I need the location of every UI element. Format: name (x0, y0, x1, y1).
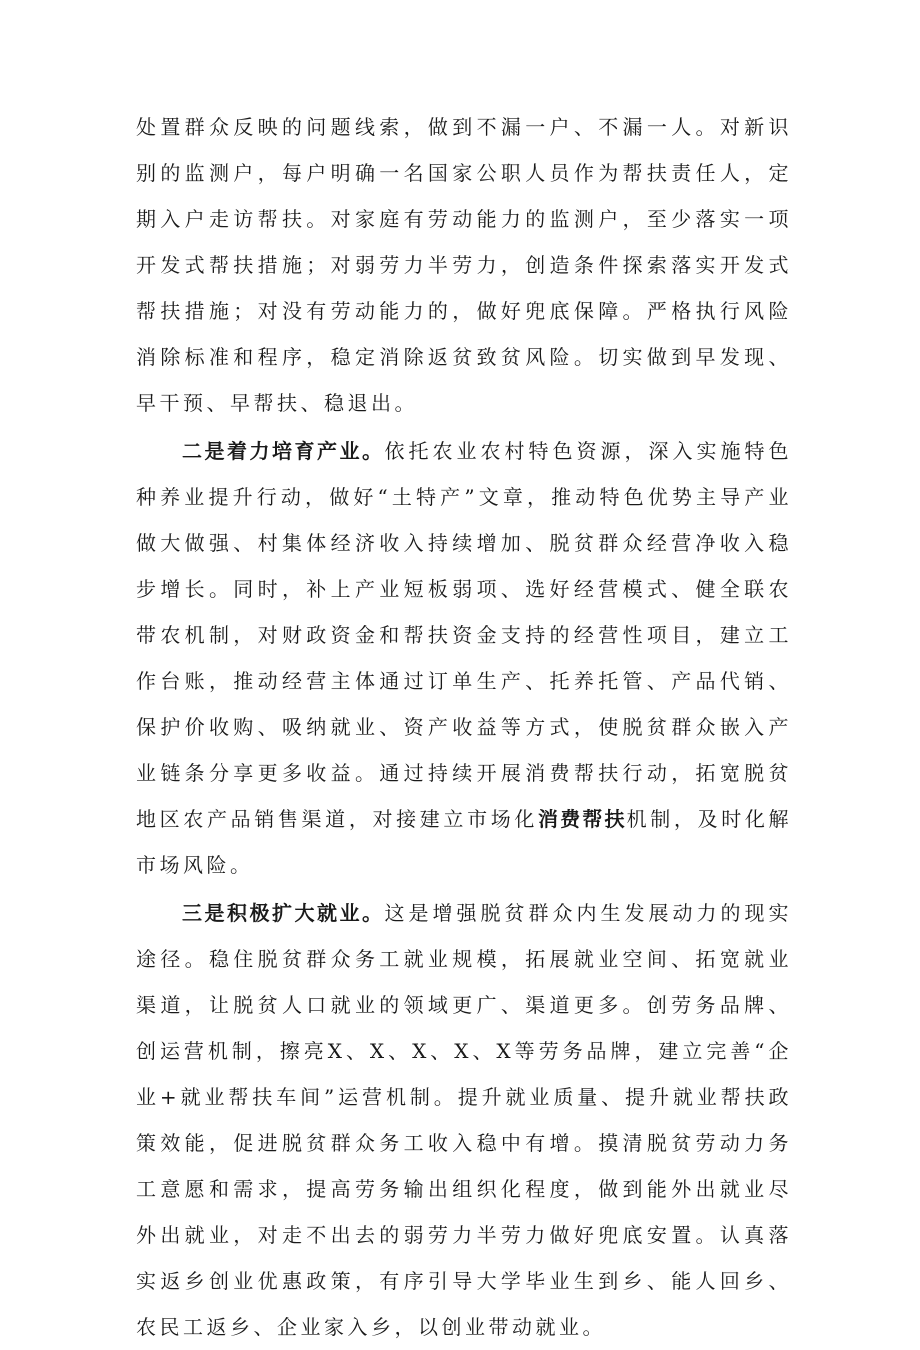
paragraph-risk-monitoring (136, 104, 792, 426)
paragraph-industry (136, 428, 792, 888)
paragraph-text: 依托农业农村特色资源，深入实施特色种养业提升行动，做好“土特产”文章，推动特色优势主导产业做大做强、村集体经济收入持续增加、脱贫群众经营净收入稳步增长。同时，补上产业短板弱项、选好经营模式、健全联农带农机制，对财政资金和帮扶资金支持的经营性项目，建立工作台账，推动经营主体通过订单生产、托养托管、产品代销、保护价收购、吸纳就业、资产收益等方式，使脱贫群众嵌入产业链条分享更多收益。通过持续开展消费帮扶行动，拓宽脱贫地区农产品销售渠道，对接建立市场化 (136, 439, 792, 831)
paragraph-text: 处置群众反映的问题线索，做到不漏一户、不漏一人。对新识别的监测户，每户明确一名国家公职人员作为帮扶责任人，定期入户走访帮扶。对家庭有劳动能力的监测户，至少落实一项开发式帮扶措施；对弱劳力半劳力，创造条件探索落实开发式帮扶措施；对没有劳动能力的，做好兜底保障。严格执行风险消除标准和程序，稳定消除返贫致贫风险。切实做到早发现、早干预、早帮扶、稳退出。 (136, 115, 792, 415)
paragraph-lead-heading: 二是着力培育产业。 (182, 439, 385, 463)
paragraph-employment (136, 890, 792, 1350)
document-body (136, 104, 792, 1350)
paragraph-text-end: 机制，及时化解市场风险。 (136, 807, 793, 877)
paragraph-text: 这是增强脱贫群众内生发展动力的现实途径。稳住脱贫群众务工就业规模，拓展就业空间、拓宽就业渠道，让脱贫人口就业的领域更广、渠道更多。创劳务品牌、创运营机制，擦亮X、X、X、X、X等劳务品牌，建立完善“企业+就业帮扶车间”运营机制。提升就业质量、提升就业帮扶政策效能，促进脱贫群众务工收入稳中有增。摸清脱贫劳动力务工意愿和需求，提高劳务输出组织化程度，做到能外出就业尽外出就业，对走不出去的弱劳力半劳力做好兜底安置。认真落实返乡创业优惠政策，有序引导大学毕业生到乡、能人回乡、农民工返乡、企业家入乡，以创业带动就业。 (136, 901, 792, 1339)
highlighted-keyword: 消费帮扶 (538, 807, 627, 831)
paragraph-lead-heading: 三是积极扩大就业。 (182, 901, 385, 925)
